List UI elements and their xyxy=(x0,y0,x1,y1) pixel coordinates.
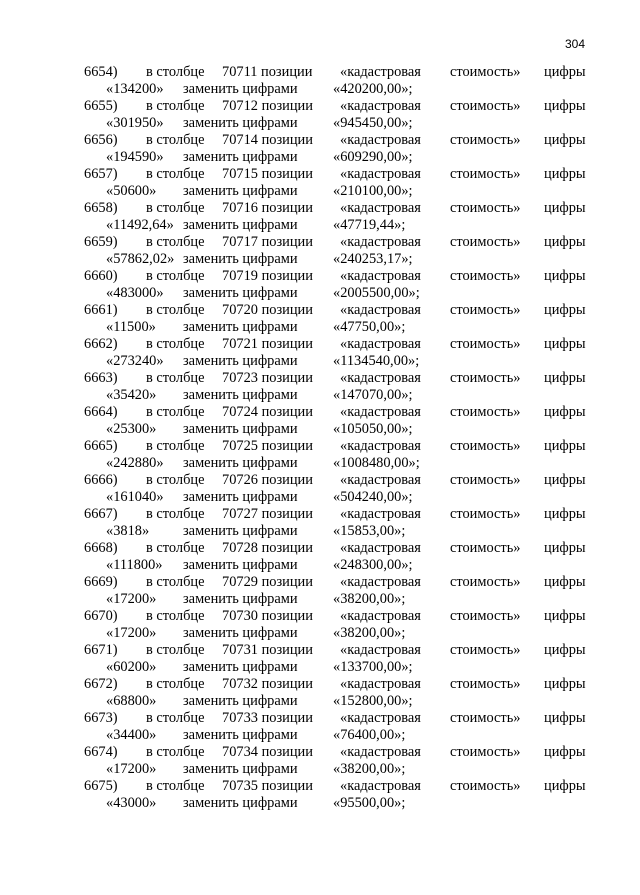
old-value: «57862,02» xyxy=(106,251,175,267)
in-column-text: в столбце xyxy=(146,608,205,624)
in-column-text: в столбце xyxy=(146,472,205,488)
digits-text: цифры xyxy=(544,540,586,556)
entry-line-2 xyxy=(0,489,640,506)
position-number: 70734 позиции xyxy=(222,744,313,760)
entry-number: 6659) xyxy=(84,234,118,250)
replace-text: заменить цифрами xyxy=(183,81,298,97)
entry-line-2 xyxy=(0,625,640,642)
position-number: 70727 позиции xyxy=(222,506,313,522)
amendment-entry xyxy=(0,370,640,404)
position-number: 70715 позиции xyxy=(222,166,313,182)
entry-number: 6657) xyxy=(84,166,118,182)
position-number: 70726 позиции xyxy=(222,472,313,488)
entry-line-1 xyxy=(0,132,640,149)
in-column-text: в столбце xyxy=(146,574,205,590)
digits-text: цифры xyxy=(544,778,586,794)
cadastral-text: «кадастровая xyxy=(340,234,421,250)
new-value: «38200,00»; xyxy=(333,761,406,777)
old-value: «301950» xyxy=(106,115,164,131)
entry-number: 6662) xyxy=(84,336,118,352)
new-value: «248300,00»; xyxy=(333,557,413,573)
old-value: «35420» xyxy=(106,387,157,403)
cost-text: стоимость» xyxy=(450,200,521,216)
entry-line-1 xyxy=(0,710,640,727)
entry-line-1 xyxy=(0,302,640,319)
cadastral-text: «кадастровая xyxy=(340,370,421,386)
entry-line-1 xyxy=(0,506,640,523)
amendment-entry xyxy=(0,404,640,438)
cost-text: стоимость» xyxy=(450,98,521,114)
position-number: 70730 позиции xyxy=(222,608,313,624)
in-column-text: в столбце xyxy=(146,336,205,352)
cadastral-text: «кадастровая xyxy=(340,302,421,318)
position-number: 70719 позиции xyxy=(222,268,313,284)
entry-number: 6668) xyxy=(84,540,118,556)
replace-text: заменить цифрами xyxy=(183,659,298,675)
position-number: 70717 позиции xyxy=(222,234,313,250)
replace-text: заменить цифрами xyxy=(183,591,298,607)
entry-line-2 xyxy=(0,115,640,132)
new-value: «133700,00»; xyxy=(333,659,413,675)
amendment-entry xyxy=(0,302,640,336)
entry-number: 6661) xyxy=(84,302,118,318)
amendment-entry xyxy=(0,676,640,710)
replace-text: заменить цифрами xyxy=(183,795,298,811)
entry-line-1 xyxy=(0,676,640,693)
digits-text: цифры xyxy=(544,710,586,726)
in-column-text: в столбце xyxy=(146,506,205,522)
digits-text: цифры xyxy=(544,438,586,454)
digits-text: цифры xyxy=(544,608,586,624)
digits-text: цифры xyxy=(544,268,586,284)
entry-number: 6674) xyxy=(84,744,118,760)
new-value: «420200,00»; xyxy=(333,81,413,97)
old-value: «17200» xyxy=(106,761,157,777)
position-number: 70732 позиции xyxy=(222,676,313,692)
amendment-entry xyxy=(0,472,640,506)
entry-number: 6663) xyxy=(84,370,118,386)
amendment-entry xyxy=(0,98,640,132)
digits-text: цифры xyxy=(544,744,586,760)
entry-line-2 xyxy=(0,557,640,574)
new-value: «1008480,00»; xyxy=(333,455,420,471)
cost-text: стоимость» xyxy=(450,778,521,794)
position-number: 70724 позиции xyxy=(222,404,313,420)
entry-line-1 xyxy=(0,438,640,455)
digits-text: цифры xyxy=(544,574,586,590)
entry-number: 6658) xyxy=(84,200,118,216)
old-value: «34400» xyxy=(106,727,157,743)
new-value: «2005500,00»; xyxy=(333,285,420,301)
entry-line-1 xyxy=(0,64,640,81)
replace-text: заменить цифрами xyxy=(183,421,298,437)
amendment-entry xyxy=(0,132,640,166)
cost-text: стоимость» xyxy=(450,268,521,284)
cadastral-text: «кадастровая xyxy=(340,540,421,556)
entry-number: 6665) xyxy=(84,438,118,454)
cadastral-text: «кадастровая xyxy=(340,744,421,760)
cost-text: стоимость» xyxy=(450,336,521,352)
entry-line-1 xyxy=(0,778,640,795)
cadastral-text: «кадастровая xyxy=(340,64,421,80)
new-value: «147070,00»; xyxy=(333,387,413,403)
replace-text: заменить цифрами xyxy=(183,455,298,471)
old-value: «17200» xyxy=(106,591,157,607)
digits-text: цифры xyxy=(544,336,586,352)
old-value: «50600» xyxy=(106,183,157,199)
entry-number: 6664) xyxy=(84,404,118,420)
cadastral-text: «кадастровая xyxy=(340,200,421,216)
position-number: 70733 позиции xyxy=(222,710,313,726)
position-number: 70711 позиции xyxy=(222,64,313,80)
replace-text: заменить цифрами xyxy=(183,149,298,165)
cost-text: стоимость» xyxy=(450,574,521,590)
replace-text: заменить цифрами xyxy=(183,115,298,131)
old-value: «194590» xyxy=(106,149,164,165)
old-value: «17200» xyxy=(106,625,157,641)
new-value: «38200,00»; xyxy=(333,625,406,641)
new-value: «504240,00»; xyxy=(333,489,413,505)
entry-line-1 xyxy=(0,540,640,557)
new-value: «15853,00»; xyxy=(333,523,406,539)
position-number: 70728 позиции xyxy=(222,540,313,556)
position-number: 70731 позиции xyxy=(222,642,313,658)
amendment-entry xyxy=(0,200,640,234)
cost-text: стоимость» xyxy=(450,540,521,556)
in-column-text: в столбце xyxy=(146,234,205,250)
cadastral-text: «кадастровая xyxy=(340,608,421,624)
cadastral-text: «кадастровая xyxy=(340,710,421,726)
cost-text: стоимость» xyxy=(450,506,521,522)
position-number: 70725 позиции xyxy=(222,438,313,454)
in-column-text: в столбце xyxy=(146,778,205,794)
amendment-entry xyxy=(0,744,640,778)
new-value: «38200,00»; xyxy=(333,591,406,607)
position-number: 70723 позиции xyxy=(222,370,313,386)
entry-number: 6670) xyxy=(84,608,118,624)
replace-text: заменить цифрами xyxy=(183,217,298,233)
old-value: «43000» xyxy=(106,795,157,811)
replace-text: заменить цифрами xyxy=(183,387,298,403)
new-value: «76400,00»; xyxy=(333,727,406,743)
entry-number: 6656) xyxy=(84,132,118,148)
entry-line-2 xyxy=(0,795,640,812)
replace-text: заменить цифрами xyxy=(183,353,298,369)
replace-text: заменить цифрами xyxy=(183,693,298,709)
cost-text: стоимость» xyxy=(450,642,521,658)
entry-number: 6655) xyxy=(84,98,118,114)
old-value: «242880» xyxy=(106,455,164,471)
cadastral-text: «кадастровая xyxy=(340,574,421,590)
position-number: 70714 позиции xyxy=(222,132,313,148)
cost-text: стоимость» xyxy=(450,234,521,250)
replace-text: заменить цифрами xyxy=(183,183,298,199)
cadastral-text: «кадастровая xyxy=(340,438,421,454)
cost-text: стоимость» xyxy=(450,370,521,386)
old-value: «161040» xyxy=(106,489,164,505)
cost-text: стоимость» xyxy=(450,710,521,726)
entry-line-2 xyxy=(0,149,640,166)
cost-text: стоимость» xyxy=(450,676,521,692)
digits-text: цифры xyxy=(544,506,586,522)
in-column-text: в столбце xyxy=(146,540,205,556)
in-column-text: в столбце xyxy=(146,64,205,80)
entry-line-1 xyxy=(0,472,640,489)
position-number: 70735 позиции xyxy=(222,778,313,794)
entry-line-2 xyxy=(0,81,640,98)
old-value: «68800» xyxy=(106,693,157,709)
entry-number: 6672) xyxy=(84,676,118,692)
amendment-entry xyxy=(0,574,640,608)
replace-text: заменить цифрами xyxy=(183,251,298,267)
in-column-text: в столбце xyxy=(146,438,205,454)
new-value: «210100,00»; xyxy=(333,183,413,199)
entry-line-1 xyxy=(0,404,640,421)
replace-text: заменить цифрами xyxy=(183,319,298,335)
digits-text: цифры xyxy=(544,98,586,114)
entry-line-1 xyxy=(0,642,640,659)
amendment-list xyxy=(0,64,640,812)
entry-line-2 xyxy=(0,523,640,540)
in-column-text: в столбце xyxy=(146,302,205,318)
cost-text: стоимость» xyxy=(450,302,521,318)
cadastral-text: «кадастровая xyxy=(340,506,421,522)
cost-text: стоимость» xyxy=(450,404,521,420)
replace-text: заменить цифрами xyxy=(183,761,298,777)
entry-line-2 xyxy=(0,761,640,778)
cost-text: стоимость» xyxy=(450,132,521,148)
cost-text: стоимость» xyxy=(450,166,521,182)
position-number: 70720 позиции xyxy=(222,302,313,318)
entry-line-2 xyxy=(0,387,640,404)
amendment-entry xyxy=(0,608,640,642)
amendment-entry xyxy=(0,336,640,370)
entry-number: 6675) xyxy=(84,778,118,794)
entry-line-1 xyxy=(0,166,640,183)
entry-line-2 xyxy=(0,251,640,268)
cadastral-text: «кадастровая xyxy=(340,642,421,658)
new-value: «240253,17»; xyxy=(333,251,413,267)
replace-text: заменить цифрами xyxy=(183,489,298,505)
old-value: «273240» xyxy=(106,353,164,369)
entry-number: 6673) xyxy=(84,710,118,726)
replace-text: заменить цифрами xyxy=(183,557,298,573)
digits-text: цифры xyxy=(544,302,586,318)
entry-line-2 xyxy=(0,285,640,302)
cadastral-text: «кадастровая xyxy=(340,336,421,352)
position-number: 70716 позиции xyxy=(222,200,313,216)
entry-number: 6671) xyxy=(84,642,118,658)
amendment-entry xyxy=(0,506,640,540)
cost-text: стоимость» xyxy=(450,64,521,80)
replace-text: заменить цифрами xyxy=(183,523,298,539)
in-column-text: в столбце xyxy=(146,642,205,658)
new-value: «1134540,00»; xyxy=(333,353,420,369)
amendment-entry xyxy=(0,166,640,200)
entry-number: 6669) xyxy=(84,574,118,590)
entry-line-1 xyxy=(0,574,640,591)
digits-text: цифры xyxy=(544,166,586,182)
entry-line-2 xyxy=(0,353,640,370)
digits-text: цифры xyxy=(544,404,586,420)
digits-text: цифры xyxy=(544,200,586,216)
in-column-text: в столбце xyxy=(146,98,205,114)
digits-text: цифры xyxy=(544,370,586,386)
amendment-entry xyxy=(0,778,640,812)
replace-text: заменить цифрами xyxy=(183,625,298,641)
new-value: «47719,44»; xyxy=(333,217,406,233)
replace-text: заменить цифрами xyxy=(183,285,298,301)
cadastral-text: «кадастровая xyxy=(340,268,421,284)
in-column-text: в столбце xyxy=(146,132,205,148)
digits-text: цифры xyxy=(544,132,586,148)
entry-line-1 xyxy=(0,336,640,353)
cost-text: стоимость» xyxy=(450,472,521,488)
in-column-text: в столбце xyxy=(146,166,205,182)
new-value: «105050,00»; xyxy=(333,421,413,437)
old-value: «11492,64» xyxy=(106,217,174,233)
entry-line-2 xyxy=(0,319,640,336)
cadastral-text: «кадастровая xyxy=(340,132,421,148)
entry-line-2 xyxy=(0,591,640,608)
old-value: «3818» xyxy=(106,523,150,539)
in-column-text: в столбце xyxy=(146,744,205,760)
amendment-entry xyxy=(0,642,640,676)
entry-line-1 xyxy=(0,608,640,625)
cadastral-text: «кадастровая xyxy=(340,166,421,182)
cost-text: стоимость» xyxy=(450,438,521,454)
amendment-entry xyxy=(0,268,640,302)
cadastral-text: «кадастровая xyxy=(340,404,421,420)
cadastral-text: «кадастровая xyxy=(340,676,421,692)
entry-line-2 xyxy=(0,217,640,234)
in-column-text: в столбце xyxy=(146,268,205,284)
entry-line-1 xyxy=(0,744,640,761)
amendment-entry xyxy=(0,234,640,268)
in-column-text: в столбце xyxy=(146,676,205,692)
entry-line-1 xyxy=(0,268,640,285)
entry-number: 6660) xyxy=(84,268,118,284)
cadastral-text: «кадастровая xyxy=(340,98,421,114)
in-column-text: в столбце xyxy=(146,200,205,216)
amendment-entry xyxy=(0,64,640,98)
entry-line-2 xyxy=(0,727,640,744)
digits-text: цифры xyxy=(544,234,586,250)
position-number: 70721 позиции xyxy=(222,336,313,352)
amendment-entry xyxy=(0,438,640,472)
cost-text: стоимость» xyxy=(450,608,521,624)
entry-line-1 xyxy=(0,234,640,251)
old-value: «11500» xyxy=(106,319,156,335)
entry-line-1 xyxy=(0,370,640,387)
page-number: 304 xyxy=(565,37,586,51)
old-value: «25300» xyxy=(106,421,157,437)
new-value: «47750,00»; xyxy=(333,319,406,335)
amendment-entry xyxy=(0,710,640,744)
in-column-text: в столбце xyxy=(146,404,205,420)
entry-line-1 xyxy=(0,98,640,115)
position-number: 70729 позиции xyxy=(222,574,313,590)
in-column-text: в столбце xyxy=(146,710,205,726)
entry-line-2 xyxy=(0,421,640,438)
cost-text: стоимость» xyxy=(450,744,521,760)
new-value: «945450,00»; xyxy=(333,115,413,131)
entry-number: 6667) xyxy=(84,506,118,522)
replace-text: заменить цифрами xyxy=(183,727,298,743)
digits-text: цифры xyxy=(544,64,586,80)
position-number: 70712 позиции xyxy=(222,98,313,114)
new-value: «152800,00»; xyxy=(333,693,413,709)
entry-line-1 xyxy=(0,200,640,217)
entry-line-2 xyxy=(0,183,640,200)
old-value: «134200» xyxy=(106,81,164,97)
old-value: «483000» xyxy=(106,285,164,301)
entry-line-2 xyxy=(0,659,640,676)
entry-line-2 xyxy=(0,693,640,710)
in-column-text: в столбце xyxy=(146,370,205,386)
entry-line-2 xyxy=(0,455,640,472)
amendment-entry xyxy=(0,540,640,574)
digits-text: цифры xyxy=(544,472,586,488)
old-value: «60200» xyxy=(106,659,157,675)
cadastral-text: «кадастровая xyxy=(340,472,421,488)
entry-number: 6654) xyxy=(84,64,118,80)
entry-number: 6666) xyxy=(84,472,118,488)
old-value: «111800» xyxy=(106,557,163,573)
digits-text: цифры xyxy=(544,676,586,692)
digits-text: цифры xyxy=(544,642,586,658)
cadastral-text: «кадастровая xyxy=(340,778,421,794)
new-value: «95500,00»; xyxy=(333,795,406,811)
new-value: «609290,00»; xyxy=(333,149,413,165)
